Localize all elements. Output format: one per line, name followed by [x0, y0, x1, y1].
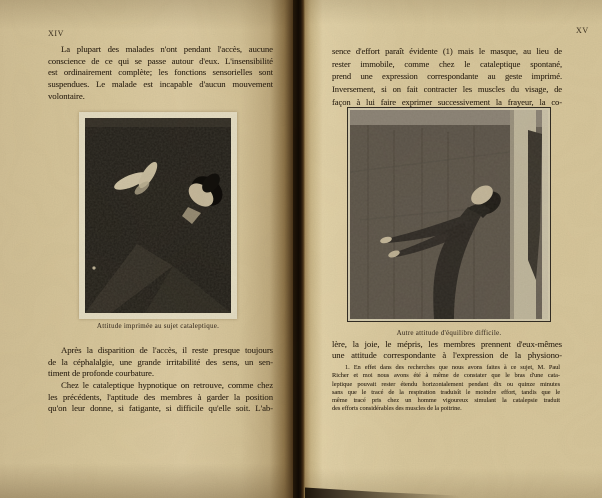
text-line: suspendues. Le malade est incapable d'aucun mouvement	[48, 79, 273, 90]
right-paragraph-1	[332, 45, 562, 108]
footnote-line: des efforts considérables des muscles de la poitrine.	[332, 405, 462, 413]
footnote-line: sans que le tracé de la respiration traduisît le moindre effort, tandis que le	[332, 388, 560, 396]
right-paragraph-2	[332, 339, 562, 360]
right-figure-caption: Autre attitude d'équilibre difficile.	[396, 329, 502, 337]
left-figure	[79, 112, 237, 319]
text-line: qu'on leur donne, si fatigante, si difficile qu'elle soit. L'ab-	[48, 403, 273, 414]
footnote-line: même tracé pris chez un homme vigoureux simulant la catalepsie traduit	[332, 397, 560, 405]
text-line: La plupart des malades n'ont pendant l'accès, aucune	[61, 44, 273, 54]
footnote	[332, 364, 560, 414]
equilibrium-attitude-photo	[350, 110, 548, 319]
footnote-line: 1. En effet dans des recherches que nous avons faites à ce sujet, M. Paul	[345, 364, 560, 371]
text-line: lère, la joie, le mépris, les membres prennent d'eux-mêmes	[332, 339, 562, 349]
text-line: est ordinairement complète; les fonctions sensorielles sont	[48, 67, 273, 78]
text-line: timent de profonde courbature.	[48, 368, 154, 379]
right-figure	[347, 107, 551, 322]
text-line: de la céphalalgie, une grande irritabilité des sens, un sen-	[48, 356, 273, 367]
left-page	[0, 0, 293, 498]
book-spine-gutter	[293, 0, 305, 498]
cataleptic-subject-photo	[85, 118, 231, 313]
text-line: prend une expression correspondante au geste imprimé.	[332, 71, 562, 82]
footnote-line: leptique pouvait rester étendu horizontalement pendant dix ou quinze minutes	[332, 380, 560, 388]
left-lower-text	[48, 345, 273, 415]
right-page	[305, 0, 602, 498]
text-line: Après la disparition de l'accès, il reste presque toujours	[61, 345, 273, 355]
left-paragraph-3	[48, 380, 273, 415]
text-line: rester immobile, comme chez le cataleptique spontané,	[332, 58, 562, 69]
left-paragraph-1	[48, 44, 273, 102]
text-line: volontaire.	[48, 90, 85, 101]
footnote-line: Richer et moi nous avons été à même de constater que le bras d'une cata-	[332, 372, 560, 380]
left-page-number: XIV	[48, 29, 65, 38]
text-line: sence d'effort paraît évidente (1) mais le masque, au lieu de	[332, 46, 562, 56]
text-line: une attitude correspondante à l'expression de la physiono-	[332, 349, 562, 360]
text-line: Inversement, si on fait contracter les muscles du visage, de	[332, 84, 562, 95]
text-line: conscience de ce qui se passe autour d'eux. L'insensibilité	[48, 55, 273, 66]
left-paragraph-2	[48, 345, 273, 380]
text-line: façon à lui faire exprimer successivement la frayeur, la co-	[332, 96, 562, 107]
text-line: Chez le cataleptique hypnotique on retrouve, comme chez	[61, 380, 273, 391]
right-page-number: XV	[576, 26, 589, 35]
text-line: les précédents, l'aptitude des membres à garder la position	[48, 391, 273, 402]
left-figure-caption: Attitude imprimée au sujet cataleptique.	[96, 322, 220, 330]
